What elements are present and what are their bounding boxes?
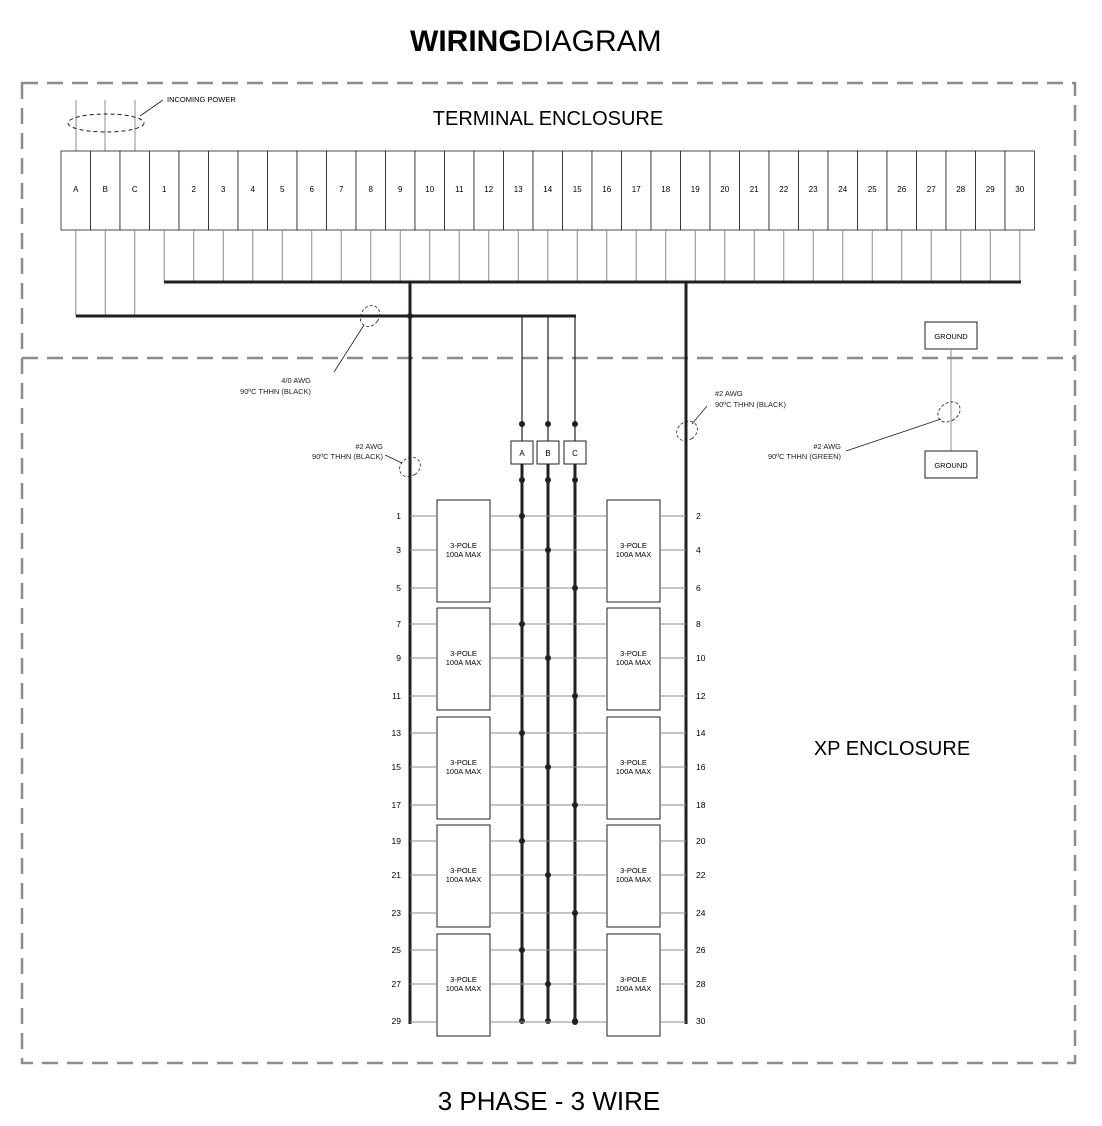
terminal-label: 6 [309,185,314,194]
incoming-power-callout [68,95,236,151]
terminal-label: 25 [867,185,877,194]
circuit-number-right: 22 [696,870,706,880]
breaker-rating-line2: 100A MAX [615,550,652,559]
breaker-rating-line1: 3-POLE [450,975,477,984]
left-feed-size: #2 AWG [355,442,383,451]
phase-bus-end-dot [545,1018,551,1024]
breaker-rating-line1: 3-POLE [620,758,647,767]
pole-connection-dot [519,621,525,627]
terminal-label: B [102,185,108,194]
ground-assembly [925,322,977,478]
terminal-label: 13 [513,185,523,194]
terminal-label: 29 [985,185,995,194]
terminal-label: 23 [808,185,818,194]
terminal-label: 12 [484,185,494,194]
diagram-title [410,25,662,58]
terminal-label: 3 [221,185,226,194]
breaker-rating-line2: 100A MAX [445,767,482,776]
terminal-label: 14 [543,185,553,194]
bus-junction [407,313,413,319]
pole-connection-dot [545,547,551,553]
pole-connection-dot [572,585,578,591]
circuit-number-right: 26 [696,945,706,955]
ground-wire-type: 90ºC THHN (GREEN) [767,452,841,461]
ground-label-terminal: GROUND [934,332,968,341]
phase-section [511,421,586,1024]
terminal-enclosure-label: TERMINAL ENCLOSURE [432,108,664,130]
footer-caption: 3 PHASE - 3 WIRE [437,1086,661,1116]
terminal-label: 7 [339,185,344,194]
circuit-number-right: 10 [696,653,706,663]
breaker-rating-line1: 3-POLE [620,975,647,984]
circuit-number-right: 8 [696,619,701,629]
breaker-rating-line2: 100A MAX [615,875,652,884]
main-feed-type: 90ºC THHN (BLACK) [240,387,311,396]
circuit-number-left: 29 [391,1016,401,1026]
right-feed-size: #2 AWG [715,389,743,398]
terminal-label: 11 [455,185,464,194]
right-feed-type: 90ºC THHN (BLACK) [715,400,786,409]
xp-enclosure-label: XP ENCLOSURE [813,738,971,760]
breaker-rating-line1: 3-POLE [450,649,477,658]
terminal-label: 30 [1015,185,1025,194]
terminal-label: 9 [398,185,403,194]
terminal-label: 1 [162,185,167,194]
breaker-rating-line1: 3-POLE [450,758,477,767]
breaker-rating-line2: 100A MAX [445,984,482,993]
pole-connection-dot [519,947,525,953]
breaker-rating-line1: 3-POLE [620,541,647,550]
pole-connection-dot [572,802,578,808]
terminal-label: C [131,185,138,194]
circuit-number-left: 15 [391,762,401,772]
breaker-rating-line2: 100A MAX [445,550,482,559]
circuit-number-left: 1 [396,511,401,521]
terminal-label: 26 [897,185,907,194]
diagram-title-light: DIAGRAM [521,25,662,58]
pole-connection-dot [572,693,578,699]
breaker-rating-line2: 100A MAX [615,984,652,993]
breaker-rating-line2: 100A MAX [445,875,482,884]
terminal-label: 27 [926,185,936,194]
pole-connection-dot [545,872,551,878]
phase-box-label: B [545,449,551,458]
breaker-rating-line1: 3-POLE [620,649,647,658]
circuit-number-left: 23 [391,908,401,918]
circuit-number-right: 24 [696,908,706,918]
circuit-number-left: 7 [396,619,401,629]
breaker-rating-line1: 3-POLE [450,541,477,550]
phase-box-label: C [572,449,578,458]
circuit-number-left: 27 [391,979,401,989]
terminal-label: 15 [572,185,582,194]
phase-box-label: A [519,449,525,458]
pole-connection-dot [545,981,551,987]
circuit-number-right: 30 [696,1016,706,1026]
circuit-number-left: 9 [396,653,401,663]
terminal-label: 20 [720,185,730,194]
circuit-number-left: 17 [391,800,401,810]
terminal-label: A [73,185,79,194]
wire-callouts [334,302,964,481]
incoming-power-label: INCOMING POWER [167,95,236,104]
breaker-rating-line2: 100A MAX [445,658,482,667]
circuit-number-right: 18 [696,800,706,810]
pole-connection-dot [519,838,525,844]
ground-wire-size: #2 AWG [813,442,841,451]
terminal-label: 24 [838,185,848,194]
circuit-number-left: 3 [396,545,401,555]
circuit-number-left: 25 [391,945,401,955]
phase-bus-end-dot [519,1018,525,1024]
main-feed-size: 4/0 AWG [281,376,311,385]
circuit-number-left: 5 [396,583,401,593]
circuit-number-left: 21 [391,870,401,880]
circuit-number-left: 19 [391,836,401,846]
breaker-rating-line2: 100A MAX [615,658,652,667]
pole-connection-dot [519,730,525,736]
breaker-rating-line1: 3-POLE [450,866,477,875]
terminal-label: 22 [779,185,789,194]
diagram-title-bold: WIRING [410,25,522,58]
circuit-number-right: 12 [696,691,706,701]
circuit-number-right: 6 [696,583,701,593]
ground-label-xp: GROUND [934,461,968,470]
incoming-power-marker [68,114,144,132]
breaker-rating-line2: 100A MAX [615,767,652,776]
terminal-label: 21 [749,185,759,194]
circuit-number-right: 14 [696,728,706,738]
circuit-number-right: 28 [696,979,706,989]
terminal-strip [61,151,1035,316]
circuit-number-right: 4 [696,545,701,555]
left-feed-type: 90ºC THHN (BLACK) [312,452,383,461]
circuit-number-right: 16 [696,762,706,772]
pole-connection-dot [545,764,551,770]
circuit-number-right: 20 [696,836,706,846]
terminal-label: 5 [280,185,285,194]
pole-connection-dot [572,910,578,916]
terminal-label: 18 [661,185,671,194]
circuit-number-right: 2 [696,511,701,521]
circuit-number-left: 13 [391,728,401,738]
circuit-number-left: 11 [392,691,401,701]
terminal-label: 8 [368,185,373,194]
pole-connection-dot [545,655,551,661]
terminal-label: 10 [425,185,435,194]
pole-connection-dot [572,1019,578,1025]
terminal-label: 28 [956,185,966,194]
terminal-label: 17 [631,185,641,194]
terminal-label: 4 [250,185,255,194]
ground-wire-marker [934,398,964,427]
terminal-label: 19 [690,185,700,194]
breaker-rating-line1: 3-POLE [620,866,647,875]
pole-connection-dot [519,513,525,519]
terminal-label: 16 [602,185,612,194]
terminal-label: 2 [191,185,196,194]
